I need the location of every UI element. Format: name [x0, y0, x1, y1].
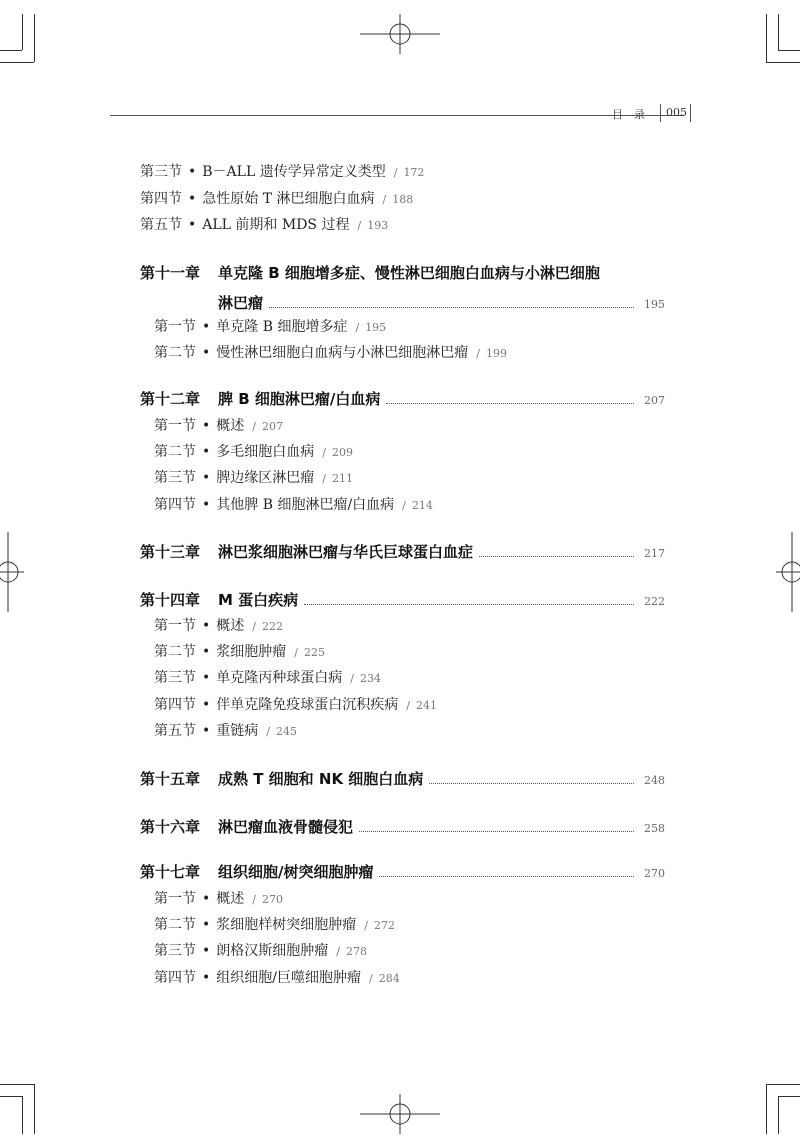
- page-separator: /: [252, 893, 256, 906]
- chapter-number: 第十二章: [140, 390, 201, 408]
- section-number: 第五节: [154, 723, 196, 739]
- section-page: 278: [345, 945, 367, 958]
- bullet-separator: •: [202, 345, 211, 361]
- section-page: 195: [365, 321, 387, 334]
- header-divider: [660, 104, 661, 122]
- section-title: 单克隆丙种球蛋白病: [216, 670, 343, 686]
- page-separator: /: [364, 919, 368, 932]
- toc-section-row: [154, 441, 353, 461]
- page-separator: /: [322, 472, 326, 485]
- chapter-title: 淋巴瘤: [218, 294, 264, 312]
- toc-section-row: [154, 641, 325, 661]
- toc-section-row: [154, 914, 395, 934]
- page-separator: /: [357, 219, 362, 232]
- section-title: 脾边缘区淋巴瘤: [216, 470, 315, 486]
- chapter-title-line1: 单克隆 B 细胞增多症、慢性淋巴细胞白血病与小淋巴细胞: [218, 264, 600, 282]
- chapter-page: 217: [644, 547, 665, 560]
- chapter-title: 成熟 T 细胞和 NK 细胞白血病: [218, 770, 424, 788]
- toc-chapter-row: [140, 262, 600, 283]
- page-separator: /: [368, 972, 373, 985]
- section-title: 急性原始 T 淋巴细胞白血病: [202, 191, 375, 207]
- toc-section-row: [140, 188, 413, 208]
- bullet-separator: •: [202, 444, 211, 460]
- running-header-title: 目 录: [612, 108, 645, 121]
- toc-section-row: [154, 667, 381, 687]
- section-title: 伴单克隆免疫球蛋白沉积疾病: [216, 697, 399, 713]
- page-separator: /: [252, 420, 256, 433]
- page-separator: /: [322, 446, 326, 459]
- chapter-number: 第十四章: [140, 591, 201, 609]
- section-title: 朗格汉斯细胞肿瘤: [216, 943, 329, 959]
- section-title: ALL 前期和 MDS 过程: [202, 217, 350, 233]
- chapter-number: 第十六章: [140, 818, 201, 836]
- toc-section-row: [154, 467, 353, 487]
- toc-section-row: [154, 415, 283, 435]
- chapter-title: 淋巴浆细胞淋巴瘤与华氏巨球蛋白血症: [218, 543, 474, 561]
- chapter-number: 第十七章: [140, 863, 201, 881]
- bullet-separator: •: [202, 917, 211, 933]
- page-separator: /: [355, 321, 360, 334]
- bullet-separator: •: [202, 670, 211, 686]
- page-separator: /: [336, 945, 340, 958]
- bullet-separator: •: [202, 618, 211, 634]
- section-title: 重链病: [216, 723, 259, 739]
- toc-chapter-row: [140, 589, 664, 610]
- section-page: 188: [392, 193, 414, 206]
- header-divider-end: [690, 104, 691, 122]
- section-number: 第五节: [140, 217, 182, 233]
- chapter-page: 207: [644, 394, 665, 407]
- section-title: 多毛细胞白血病: [216, 444, 315, 460]
- section-number: 第三节: [154, 470, 196, 486]
- registration-mark-top: [360, 14, 440, 54]
- toc-chapter-row: [140, 541, 664, 562]
- section-number: 第四节: [154, 697, 196, 713]
- chapter-number: 第十三章: [140, 543, 201, 561]
- leader-dots: [359, 830, 634, 832]
- section-title: 浆细胞样树突细胞肿瘤: [216, 917, 357, 933]
- leader-dots: [386, 402, 634, 404]
- chapter-title: 组织细胞/树突细胞肿瘤: [218, 863, 374, 881]
- section-number: 第二节: [154, 917, 196, 933]
- bullet-separator: •: [202, 697, 211, 713]
- leader-dots: [269, 306, 634, 308]
- toc-chapter-row-continued: [140, 292, 664, 313]
- section-title: 概述: [216, 618, 245, 634]
- toc-chapter-row: [140, 861, 664, 882]
- section-number: 第二节: [154, 644, 196, 660]
- section-number: 第三节: [154, 943, 196, 959]
- page-separator: /: [406, 699, 410, 712]
- toc-chapter-row: [140, 768, 664, 789]
- page-separator: /: [402, 499, 406, 512]
- bullet-separator: •: [188, 217, 197, 233]
- chapter-page: 270: [644, 867, 665, 880]
- bullet-separator: •: [188, 191, 197, 207]
- bullet-separator: •: [202, 644, 211, 660]
- section-number: 第二节: [154, 345, 196, 361]
- chapter-page: 248: [644, 774, 665, 787]
- page-number: 005: [666, 106, 687, 119]
- chapter-page: 258: [644, 822, 665, 835]
- section-page: 193: [367, 219, 389, 232]
- section-number: 第一节: [154, 618, 196, 634]
- page-separator: /: [382, 193, 387, 206]
- toc-section-row: [154, 940, 367, 960]
- bullet-separator: •: [202, 497, 211, 513]
- chapter-number: 第十一章: [140, 264, 201, 282]
- chapter-title: 脾 B 细胞淋巴瘤/白血病: [218, 390, 381, 408]
- section-title: 单克隆 B 细胞增多症: [216, 319, 348, 335]
- section-page: 245: [275, 725, 297, 738]
- bullet-separator: •: [202, 891, 211, 907]
- leader-dots: [379, 875, 634, 877]
- section-number: 第三节: [154, 670, 196, 686]
- bullet-separator: •: [202, 319, 211, 335]
- chapter-page: 222: [644, 595, 665, 608]
- section-page: 209: [331, 446, 353, 459]
- bullet-separator: •: [202, 470, 211, 486]
- bullet-separator: •: [202, 418, 211, 434]
- leader-dots: [479, 555, 634, 557]
- section-number: 第一节: [154, 891, 196, 907]
- page-separator: /: [266, 725, 270, 738]
- toc-section-row: [154, 615, 283, 635]
- section-page: 234: [359, 672, 381, 685]
- section-page: 199: [485, 347, 507, 360]
- chapter-title: 淋巴瘤血液骨髓侵犯: [218, 818, 354, 836]
- section-page: 222: [261, 620, 283, 633]
- toc-section-row: [154, 494, 433, 514]
- section-title: 浆细胞肿瘤: [216, 644, 287, 660]
- section-page: 272: [373, 919, 395, 932]
- section-number: 第二节: [154, 444, 196, 460]
- section-number: 第三节: [140, 164, 182, 180]
- section-title: 慢性淋巴细胞白血病与小淋巴细胞淋巴瘤: [216, 345, 469, 361]
- toc-section-row: [154, 888, 283, 908]
- section-number: 第四节: [140, 191, 182, 207]
- section-number: 第一节: [154, 319, 196, 335]
- bullet-separator: •: [202, 943, 211, 959]
- toc-section-row: [154, 967, 400, 987]
- toc-section-row: [140, 214, 388, 234]
- header-rule: [110, 115, 684, 116]
- leader-dots: [429, 782, 634, 784]
- page-separator: /: [252, 620, 256, 633]
- registration-mark-bottom: [360, 1094, 440, 1134]
- toc-section-row: [154, 316, 386, 336]
- section-title: 概述: [216, 418, 245, 434]
- page-separator: /: [393, 166, 398, 179]
- chapter-page: 195: [644, 298, 665, 311]
- section-page: 207: [261, 420, 283, 433]
- toc-chapter-row: [140, 388, 664, 409]
- toc-section-row: [154, 720, 297, 740]
- registration-mark-right: [776, 532, 800, 612]
- chapter-number: 第十五章: [140, 770, 201, 788]
- section-number: 第四节: [154, 970, 196, 986]
- page-separator: /: [294, 646, 298, 659]
- section-number: 第一节: [154, 418, 196, 434]
- bullet-separator: •: [202, 723, 211, 739]
- chapter-title: M 蛋白疾病: [218, 591, 299, 609]
- section-title: 组织细胞/巨噬细胞肿瘤: [216, 970, 361, 986]
- section-page: 211: [331, 472, 353, 485]
- section-title: 其他脾 B 细胞淋巴瘤/白血病: [216, 497, 395, 513]
- toc-section-row: [154, 694, 437, 714]
- page-separator: /: [350, 672, 354, 685]
- section-page: 214: [411, 499, 433, 512]
- toc-chapter-row: [140, 816, 664, 837]
- section-title: 概述: [216, 891, 245, 907]
- bullet-separator: •: [202, 970, 211, 986]
- section-number: 第四节: [154, 497, 196, 513]
- section-page: 241: [415, 699, 437, 712]
- page-separator: /: [476, 347, 480, 360]
- bullet-separator: •: [188, 164, 197, 180]
- toc-section-row: [154, 342, 507, 362]
- registration-mark-left: [0, 532, 24, 612]
- section-page: 225: [303, 646, 325, 659]
- section-page: 284: [378, 972, 400, 985]
- toc-section-row: [140, 161, 424, 181]
- section-page: 270: [261, 893, 283, 906]
- section-title: B－ALL 遗传学异常定义类型: [202, 164, 386, 180]
- leader-dots: [304, 603, 634, 605]
- section-page: 172: [403, 166, 425, 179]
